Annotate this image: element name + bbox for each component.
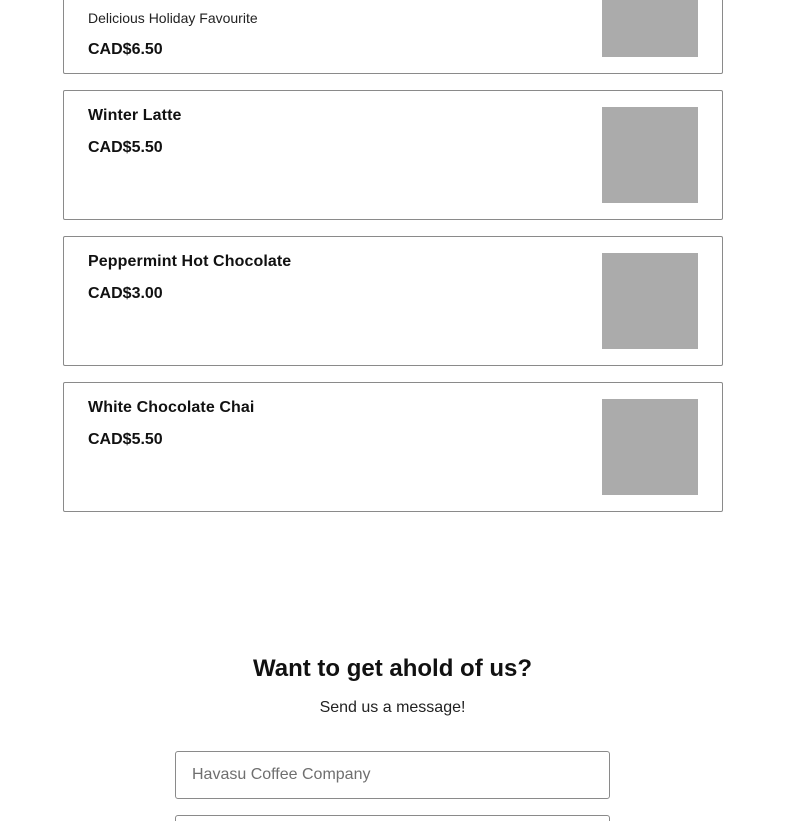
menu-item-price: CAD$5.50 xyxy=(88,431,163,448)
menu-item-name: Winter Latte xyxy=(88,107,182,124)
menu-item-image xyxy=(602,399,698,495)
menu-item-card[interactable] xyxy=(63,0,723,74)
contact-section xyxy=(0,654,785,718)
menu-item-image xyxy=(602,253,698,349)
menu-item-name: White Chocolate Chai xyxy=(88,399,255,416)
menu-item-name: Peppermint Hot Chocolate xyxy=(88,253,292,270)
contact-next-input[interactable] xyxy=(175,815,610,821)
menu-list xyxy=(63,0,723,528)
menu-item-image xyxy=(602,0,698,57)
menu-item-card[interactable] xyxy=(63,236,723,366)
contact-title: Want to get ahold of us? xyxy=(252,655,533,682)
menu-item-image xyxy=(602,107,698,203)
menu-item-card[interactable] xyxy=(63,90,723,220)
contact-subtitle: Send us a message! xyxy=(319,699,466,716)
menu-item-description: Delicious Holiday Favourite xyxy=(88,10,258,26)
menu-item-price: CAD$5.50 xyxy=(88,139,163,156)
menu-item-price: CAD$6.50 xyxy=(88,41,163,58)
menu-item-card[interactable] xyxy=(63,382,723,512)
company-input[interactable] xyxy=(175,751,610,799)
menu-item-price: CAD$3.00 xyxy=(88,285,163,302)
